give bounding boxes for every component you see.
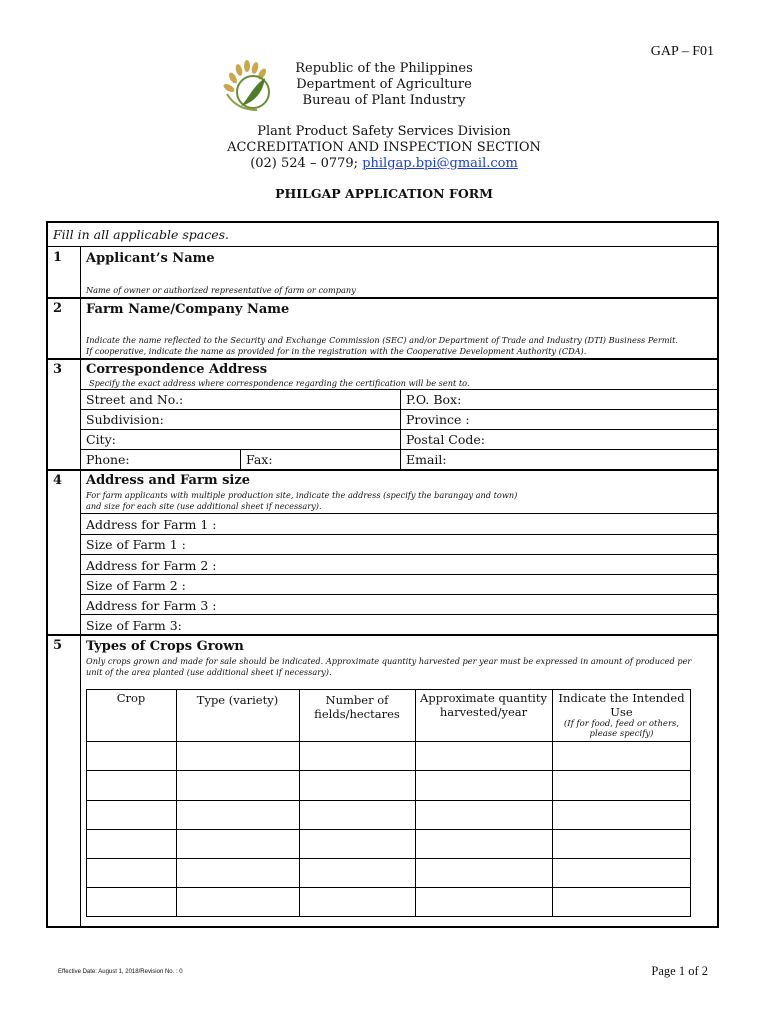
col-number-line-2: fields/hectares xyxy=(314,707,400,721)
po-box-field[interactable]: P.O. Box: xyxy=(406,392,462,407)
table-row-divider xyxy=(86,858,691,859)
section-name: ACCREDITATION AND INSPECTION SECTION xyxy=(227,140,541,155)
section-4-note-2: and size for each site (use additional sheet if necessary). xyxy=(86,501,322,511)
section-5-note-2: unit of the area planted (use additional sheet if necessary). xyxy=(86,667,332,677)
section-4-note-1: For farm applicants with multiple production site, indicate the address (specify the barangay and town) xyxy=(86,490,518,500)
column-divider xyxy=(299,689,300,917)
division-name: Plant Product Safety Services Division xyxy=(257,124,511,139)
col-number-header xyxy=(299,693,415,721)
fax-field[interactable]: Fax: xyxy=(246,452,273,467)
form-code: GAP – F01 xyxy=(650,44,714,59)
effective-date: Effective Date: August 1, 2018/Revision No. : 0 xyxy=(58,969,183,975)
section-2-title: Farm Name/Company Name xyxy=(86,302,290,317)
page-number: Page 1 of 2 xyxy=(651,964,708,978)
col-quantity-line-2: harvested/year xyxy=(439,705,528,719)
table-row-divider xyxy=(86,770,691,771)
divider xyxy=(80,409,717,410)
farm-3-size-field[interactable]: Size of Farm 3: xyxy=(86,618,182,633)
section-3-note: Specify the exact address where correspondence regarding the certification will be sent to. xyxy=(89,378,470,388)
col-quantity-header xyxy=(415,691,552,719)
form-title: PHILGAP APPLICATION FORM xyxy=(275,186,493,201)
col-crop-header: Crop xyxy=(116,691,146,705)
col-type-header: Type (variety) xyxy=(196,693,279,707)
column-divider xyxy=(400,389,401,469)
section-3-title: Correspondence Address xyxy=(86,362,268,377)
farm-1-address-field[interactable]: Address for Farm 1 : xyxy=(86,517,217,532)
col-quantity-line-1: Approximate quantity xyxy=(420,691,547,705)
col-use-note-1: (If for food, feed or others, xyxy=(563,719,680,729)
column-divider xyxy=(176,689,177,917)
divider xyxy=(80,389,717,390)
org-line-2: Department of Agriculture xyxy=(296,77,472,92)
section-1-note: Name of owner or authorized representative of farm or company xyxy=(86,285,356,295)
section-5-note-1: Only crops grown and made for sale should be indicated. Approximate quantity harvested per year must be expressed in amount of produced per xyxy=(86,656,692,666)
section-4-title: Address and Farm size xyxy=(86,473,251,488)
col-use-line-1: Indicate the Intended xyxy=(558,691,685,705)
table-row-divider xyxy=(86,741,691,742)
contact-line xyxy=(0,156,768,172)
table-row-divider xyxy=(86,800,691,801)
divider xyxy=(80,574,717,575)
email-field[interactable]: Email: xyxy=(406,452,447,467)
phone-field[interactable]: Phone: xyxy=(86,452,130,467)
section-2-number: 2 xyxy=(53,301,63,316)
city-field[interactable]: City: xyxy=(86,432,116,447)
section-4-number: 4 xyxy=(53,473,63,488)
section-5-title: Types of Crops Grown xyxy=(86,639,244,654)
contact-email-link[interactable]: philgap.bpi@gmail.com xyxy=(362,156,518,171)
column-divider xyxy=(240,449,241,469)
divider xyxy=(48,469,717,471)
divider xyxy=(80,614,717,615)
divider xyxy=(80,429,717,430)
postal-code-field[interactable]: Postal Code: xyxy=(406,432,485,447)
section-3-number: 3 xyxy=(53,362,63,377)
division-block xyxy=(0,124,768,172)
col-use-line-2: Use xyxy=(610,705,633,719)
org-line-1: Republic of the Philippines xyxy=(295,61,473,76)
farm-1-size-field[interactable]: Size of Farm 1 : xyxy=(86,537,186,552)
divider xyxy=(80,513,717,514)
street-field[interactable]: Street and No.: xyxy=(86,392,184,407)
divider xyxy=(80,449,717,450)
form-instruction: Fill in all applicable spaces. xyxy=(53,227,230,242)
province-field[interactable]: Province : xyxy=(406,412,470,427)
col-number-line-1: Number of xyxy=(325,693,389,707)
col-use-note-2: please specify) xyxy=(589,729,654,739)
divider xyxy=(48,634,717,636)
section-2-note-1: Indicate the name reflected to the Security and Exchange Commission (SEC) and/or Department of Trade and Industry (DTI) Business Permit. xyxy=(86,335,679,345)
column-divider xyxy=(415,689,416,917)
contact-phone: (02) 524 – 0779; xyxy=(250,156,363,171)
number-column-divider xyxy=(80,246,81,926)
farm-3-address-field[interactable]: Address for Farm 3 : xyxy=(86,598,217,613)
farm-2-address-field[interactable]: Address for Farm 2 : xyxy=(86,558,217,573)
col-use-header xyxy=(552,691,691,739)
divider xyxy=(80,554,717,555)
section-5-number: 5 xyxy=(53,638,63,653)
divider xyxy=(48,246,717,247)
table-row-divider xyxy=(86,887,691,888)
subdivision-field[interactable]: Subdivision: xyxy=(86,412,164,427)
section-1-number: 1 xyxy=(53,250,63,265)
divider xyxy=(48,297,717,299)
divider xyxy=(80,534,717,535)
section-1-title: Applicant’s Name xyxy=(86,251,215,266)
section-2-note-2: If cooperative, indicate the name as provided for in the registration with the Cooperative Development Authority (CDA). xyxy=(86,346,587,356)
application-form xyxy=(46,221,719,928)
organization-block xyxy=(0,61,768,109)
table-row-divider xyxy=(86,829,691,830)
org-line-3: Bureau of Plant Industry xyxy=(302,93,466,108)
divider xyxy=(80,594,717,595)
divider xyxy=(48,358,717,360)
farm-2-size-field[interactable]: Size of Farm 2 : xyxy=(86,578,186,593)
